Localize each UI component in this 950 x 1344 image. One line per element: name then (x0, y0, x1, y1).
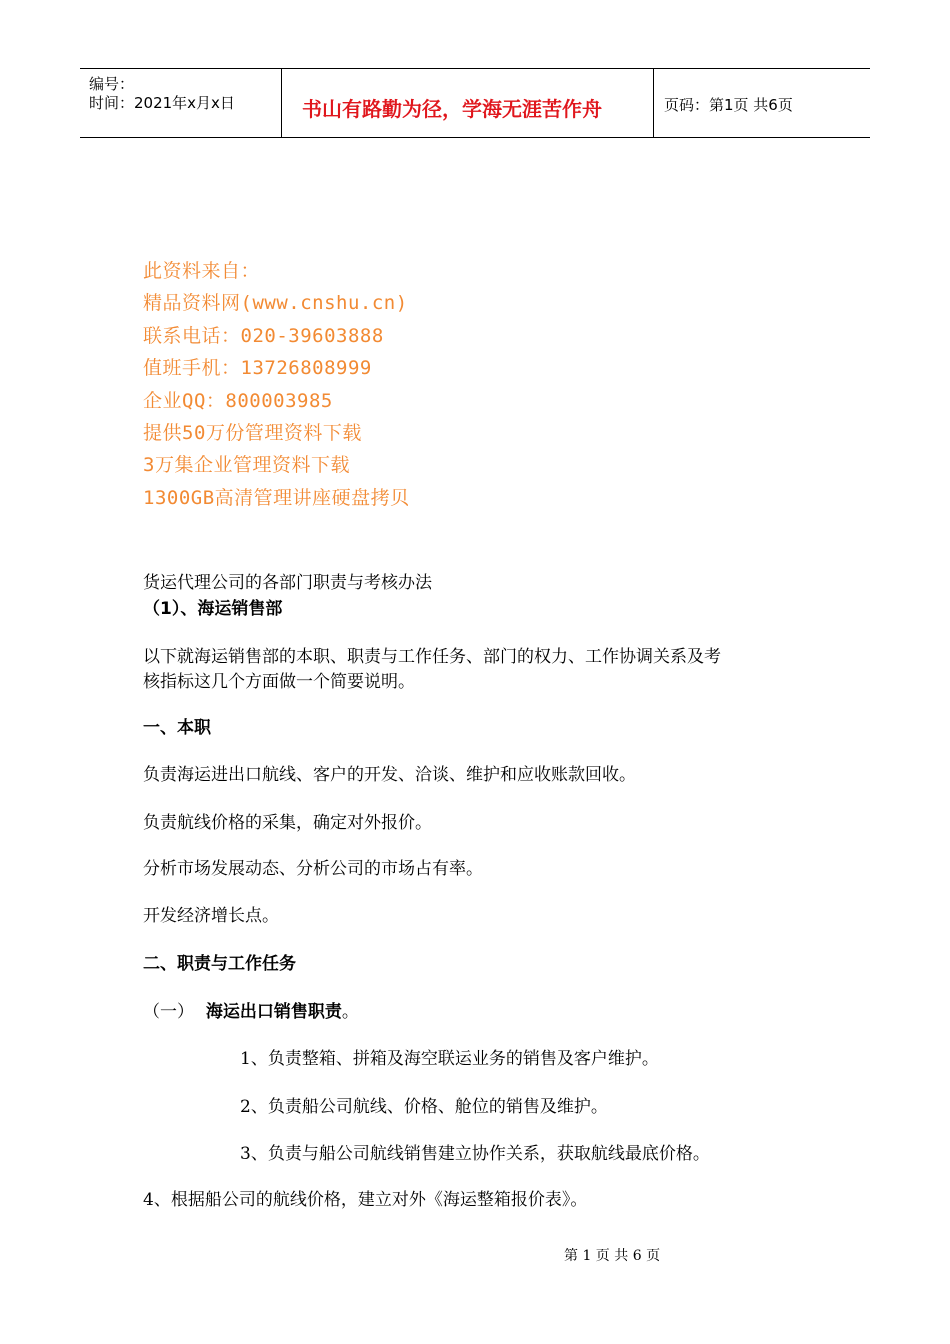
motto-text: 书山有路勤为径，学海无涯苦作舟 (302, 97, 602, 121)
page-info: 页码：第1页 共6页 (664, 96, 793, 114)
source-block (143, 255, 410, 514)
department-heading: （1）、海运销售部 (143, 599, 283, 619)
list-item: 4、根据船公司的航线价格，建立对外《海运整箱报价表》。 (143, 1190, 588, 1210)
source-line: 精品资料网(www.cnshu.cn) (143, 292, 408, 315)
list-item: 3、负责与船公司航线销售建立协作关系，获取航线最底价格。 (240, 1144, 710, 1164)
date-label: 时间：2021年x月x日 (89, 94, 235, 112)
list-item: 1、负责整箱、拼箱及海空联运业务的销售及客户维护。 (240, 1049, 659, 1069)
header-table (80, 68, 870, 138)
intro-paragraph-line1: 以下就海运销售部的本职、职责与工作任务、部门的权力、工作协调关系及考 (143, 647, 721, 667)
page-footer: 第 1 页 共 6 页 (564, 1248, 661, 1264)
paragraph: 负责海运进出口航线、客户的开发、洽谈、维护和应收账款回收。 (143, 765, 636, 785)
document-title: 货运代理公司的各部门职责与考核办法 (143, 573, 432, 593)
source-line: 值班手机：13726808999 (143, 357, 372, 380)
source-line: 联系电话：020-39603888 (143, 324, 384, 347)
source-line: 1300GB高清管理讲座硬盘拷贝 (143, 486, 410, 509)
paragraph: 负责航线价格的采集，确定对外报价。 (143, 813, 432, 833)
subsection-title: 海运出口销售职责 (205, 1002, 342, 1022)
header-cell-motto (282, 69, 654, 137)
header-cell-meta (80, 69, 282, 137)
source-line: 提供50万份管理资料下载 (143, 421, 362, 444)
source-line: 企业QQ：800003985 (143, 389, 333, 412)
paragraph: 分析市场发展动态、分析公司的市场占有率。 (143, 859, 483, 879)
list-item: 2、负责船公司航线、价格、舱位的销售及维护。 (240, 1097, 608, 1117)
header-cell-page (654, 69, 870, 137)
section-heading-tasks: 二、职责与工作任务 (143, 954, 296, 974)
source-line: 3万集企业管理资料下载 (143, 454, 350, 477)
subsection-number: （一） (143, 1002, 194, 1022)
section-heading-duty: 一、本职 (143, 718, 211, 738)
paragraph: 开发经济增长点。 (143, 906, 279, 926)
number-label: 编号： (89, 75, 135, 93)
source-line: 此资料来自： (143, 260, 261, 282)
intro-paragraph-line2: 核指标这几个方面做一个简要说明。 (143, 672, 415, 692)
subsection-heading (143, 1000, 359, 1024)
subsection-end: 。 (341, 1002, 359, 1022)
